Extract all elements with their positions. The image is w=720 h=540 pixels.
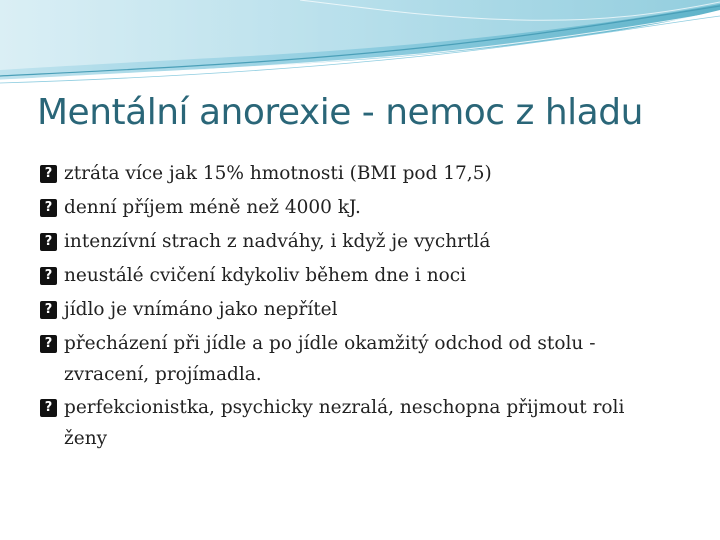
missing-glyph-bullet-icon [40, 267, 57, 285]
list-item [40, 158, 670, 190]
list-item-text: přecházení při jídle a po jídle okamžitý odchod od stolu - zvracení, projímadla. [64, 333, 596, 385]
list-item-text: neustálé cvičení kdykoliv během dne i noci [64, 265, 467, 286]
list-item [40, 260, 670, 292]
missing-glyph-bullet-icon [40, 199, 57, 217]
list-item [40, 328, 670, 390]
missing-glyph-bullet-icon [40, 301, 57, 319]
list-item-text: perfekcionistka, psychicky nezralá, neschopna přijmout roli ženy [64, 397, 625, 449]
slide-title: Mentální anorexie - nemoc z hladu [37, 92, 643, 133]
list-item-text: intenzívní strach z nadváhy, i když je vychrtlá [64, 231, 491, 252]
list-item-text: denní příjem méně než 4000 kJ. [64, 197, 361, 218]
missing-glyph-bullet-icon [40, 165, 57, 183]
missing-glyph-bullet-icon [40, 233, 57, 251]
list-item [40, 226, 670, 258]
missing-glyph-bullet-icon [40, 335, 57, 353]
bullet-list [40, 158, 670, 456]
list-item [40, 192, 670, 224]
list-item-text: jídlo je vnímáno jako nepřítel [64, 299, 338, 320]
list-item-text: ztráta více jak 15% hmotnosti (BMI pod 17,5) [64, 163, 492, 184]
missing-glyph-bullet-icon [40, 399, 57, 417]
list-item [40, 294, 670, 326]
header-wave-decoration [0, 0, 720, 90]
list-item [40, 392, 670, 454]
